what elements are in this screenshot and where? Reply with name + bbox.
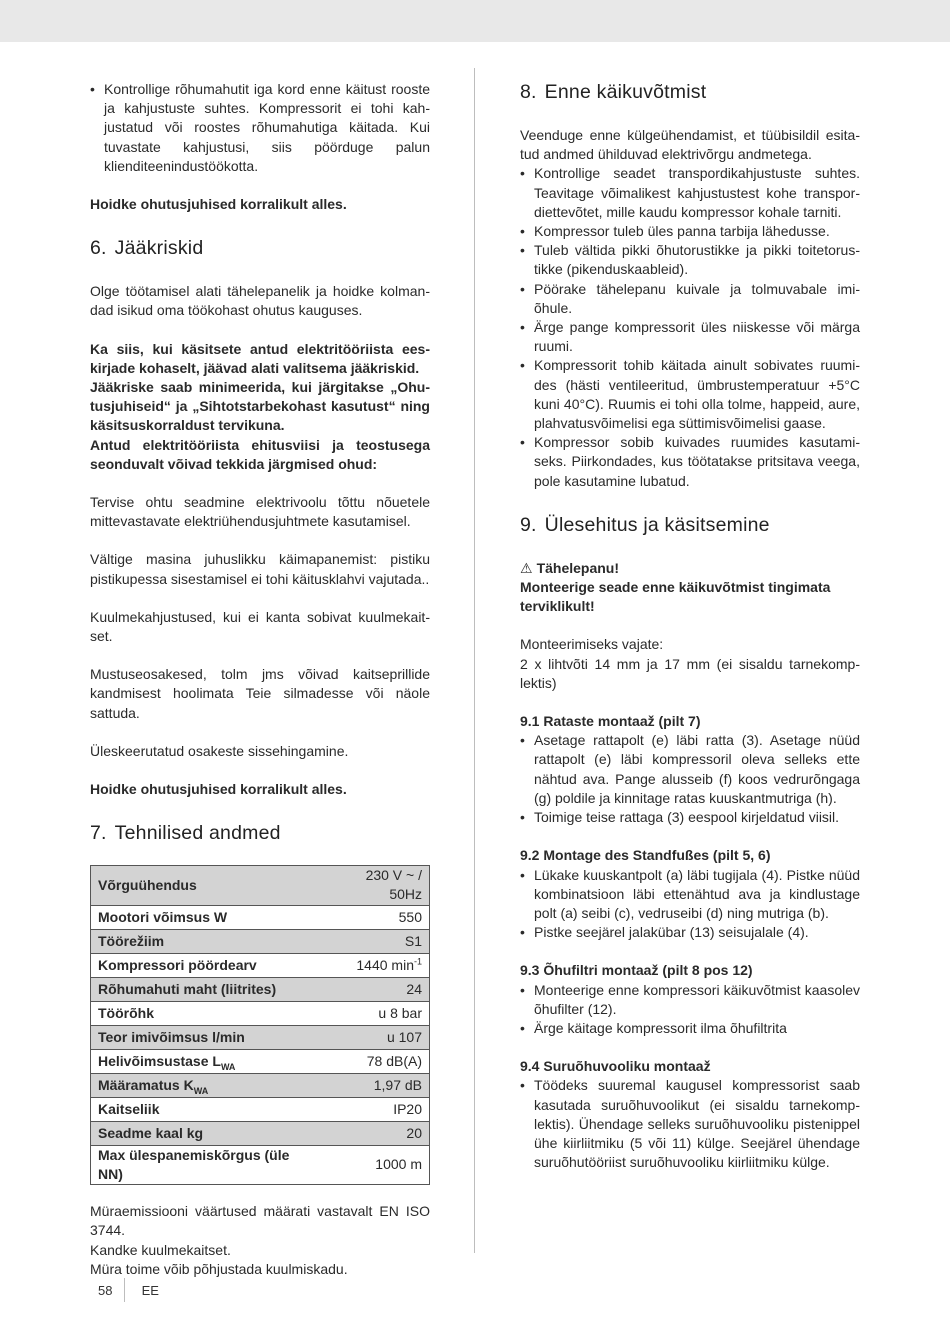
spec-value-text: 24: [406, 980, 422, 997]
table-row: [91, 977, 430, 1001]
spec-label-subscript: WA: [220, 1061, 236, 1072]
spec-value: [323, 977, 429, 1001]
spec-label: [91, 929, 324, 953]
spec-label-text: Töörežiim: [98, 932, 165, 949]
warning-title: Tähelepanu!: [536, 559, 620, 576]
section-title: Tehnilised andmed: [114, 822, 281, 845]
s94-bullet-list: [520, 1076, 860, 1172]
table-row: [91, 1145, 430, 1184]
spec-value: [323, 1001, 429, 1025]
paragraph: Monteerimiseks vajate:: [520, 636, 664, 653]
page-footer: [98, 1281, 159, 1300]
page-number: 58: [98, 1283, 113, 1298]
spec-label: [91, 1145, 324, 1184]
spec-label-text: Helivõimsustase L: [98, 1052, 221, 1069]
spec-label: [91, 977, 324, 1001]
section-number: 7.: [90, 822, 107, 845]
paragraph: Mustuseosakesed, tolm jms võivad kaitseprillide kandmisest hoolimata Teie silmadesse või näole sattuda.: [90, 666, 430, 721]
section-title: Ülesehitus ja käsitsemine: [544, 513, 770, 536]
table-row: [91, 866, 430, 905]
spec-value-superscript: -1: [413, 955, 422, 966]
spec-value-text: u 8 bar: [378, 1004, 422, 1021]
table-row: [91, 1073, 430, 1097]
spec-value: [323, 1073, 429, 1097]
keep-safety-note: Hoidke ohutusjuhised korralikult alles.: [90, 781, 347, 798]
spec-label: [91, 1121, 324, 1145]
section-heading-9: [520, 513, 860, 537]
technical-data-table: [90, 865, 430, 1185]
table-row: [91, 1097, 430, 1121]
section-title: Jääkriskid: [114, 237, 204, 260]
spec-label-text: Seadme kaal kg: [98, 1124, 204, 1141]
paragraph: Veenduge enne külgeühendamist, et tüübisildil esitatud andmed ühilduvad elektrivõrgu andmetega.: [520, 127, 860, 163]
list-item: • Kompressorit tohib käitada ainult sobivates ruumides (hästi ventileeritud, ümbrustemperatuur +5°C kuni 40°C). Ruumis ei tohi olla tolme, happeid, aure, plahvatusvõimelisi ega süttimisvõimelisi gaase.: [520, 356, 860, 433]
table-row: [91, 929, 430, 953]
bold-paragraph: Ka siis, kui käsitsete antud elektritööriista eeskirjade kohaselt, jäävad alati valitsema jääkriskid.: [90, 340, 430, 376]
list-item: • Ärge käitage kompressorit ilma õhufiltrita: [520, 1019, 860, 1038]
section-number: 9.: [520, 513, 537, 536]
language-code: EE: [141, 1283, 159, 1298]
paragraph: Üleskeerutatud osakeste sissehingamine.: [90, 742, 349, 759]
spec-value-text: 20: [406, 1124, 422, 1141]
table-row: [91, 1025, 430, 1049]
noise-note: Müra toime võib põhjustada kuulmiskadu.: [90, 1260, 348, 1277]
s93-bullet-list: [520, 981, 860, 1039]
warning-heading: [520, 559, 860, 578]
spec-label-subscript: WA: [193, 1085, 209, 1096]
section-heading-6: [90, 236, 430, 260]
paragraph: Vältige masina juhuslikku käimapanemist: pistiku pistikupessa sisestamisel ei tohi käitusklahvi vajutada..: [90, 551, 430, 587]
section-number: 8.: [520, 81, 537, 103]
section-heading-8: [520, 80, 860, 104]
list-item: • Tuleb vältida pikki õhutorustikke ja pikki toitetorustikke (pikenduskaableid).: [520, 241, 860, 279]
column-divider: [474, 68, 475, 1253]
spec-value-text: 1,97 dB: [373, 1076, 422, 1093]
section-title: Enne käikuvõtmist: [544, 81, 707, 103]
spec-value-text: 550: [398, 908, 422, 925]
bold-paragraph: Antud elektritööriista ehitusviisi ja teostusega seonduvalt võivad tekkida järgmised ohud:: [90, 436, 430, 472]
table-row: [91, 1001, 430, 1025]
spec-value: [323, 866, 429, 905]
list-item: • Töödeks suuremal kaugusel kompressorist saab kasutada suruõhuvoolikut (ei sisaldu tarnekomplektis). Ühendage selleks suruõhuvooliku pistenippel ühe kiirliitmiku (5 või 11) külge. Seejärel ühendage suruõhutööriist suruõhuvooliku kiirliitmiku külge.: [520, 1076, 860, 1172]
left-column: [90, 80, 430, 1279]
bold-paragraph: Jääkriske saab minimeerida, kui järgitakse „Ohutusjuhiseid“ ja „Sihtotstarbekohast kasutust“ ning käsitsuskorraldust tervikuna.: [90, 379, 430, 434]
spec-label-text: Teor imivõimsus l/min: [98, 1028, 245, 1045]
spec-label-text: Määramatus K: [98, 1076, 194, 1093]
spec-value-text: 78 dB(A): [366, 1052, 422, 1069]
s8-bullet-list: [520, 164, 860, 490]
spec-label: [91, 1001, 324, 1025]
table-row: [91, 1049, 430, 1073]
warning-text: Monteerige seade enne käikuvõtmist tingimata terviklikult!: [520, 579, 831, 615]
paragraph: Olge töötamisel alati tähelepanelik ja hoidke kolmandad isikud oma töökohast ohutus kauguses.: [90, 283, 430, 319]
spec-value-text: 230 V ~ / 50Hz: [365, 867, 422, 903]
spec-label-text: Võrguühendus: [98, 876, 197, 893]
table-row: [91, 905, 430, 929]
spec-value: [323, 1145, 429, 1184]
spec-label: [91, 905, 324, 929]
spec-value-text: u 107: [386, 1028, 422, 1045]
intro-bullet-list: [90, 80, 430, 176]
spec-label-text: Max ülespanemiskõrgus (üle NN): [98, 1146, 290, 1182]
spec-value: [323, 1025, 429, 1049]
section-heading-7: [90, 821, 430, 845]
spec-label-text: Rõhumahuti maht (liitrites): [98, 980, 277, 997]
section-number: 6.: [90, 237, 107, 260]
spec-value-text: 1000 m: [375, 1156, 422, 1173]
spec-label-text: Töörõhk: [98, 1004, 154, 1021]
keep-safety-note: Hoidke ohutusjuhised korralikult alles.: [90, 196, 347, 213]
right-column: [520, 80, 860, 1172]
spec-label: [91, 866, 324, 905]
top-bar: [0, 0, 950, 42]
table-row: [91, 1121, 430, 1145]
list-item: • Toimige teise rattaga (3) eespool kirjeldatud viisil.: [520, 808, 860, 827]
spec-label: [91, 953, 324, 977]
list-item: • Pöörake tähelepanu kuivale ja tolmuvabale imiõhule.: [520, 280, 860, 318]
spec-value: [323, 1049, 429, 1073]
spec-label: [91, 1049, 324, 1073]
s92-bullet-list: [520, 866, 860, 943]
paragraph: 2 x lihtvõti 14 mm ja 17 mm (ei sisaldu tarnekomplektis): [520, 655, 860, 691]
paragraph: Tervise ohtu seadmine elektrivoolu tõttu nõuetele mittevastavate elektriühendusjuhtmete kasutamisel.: [90, 494, 430, 530]
spec-value: [323, 1097, 429, 1121]
spec-label-text: Kompressori pöördearv: [98, 956, 257, 973]
warning-icon: ⚠: [520, 559, 533, 576]
noise-note: Kandke kuulmekaitset.: [90, 1241, 231, 1258]
spec-label-text: Mootori võimsus W: [98, 908, 228, 925]
spec-value: [323, 1121, 429, 1145]
table-row: [91, 953, 430, 977]
spec-label: [91, 1097, 324, 1121]
list-item: • Lükake kuuskantpolt (a) läbi tugijala (4). Pistke nüüd kombinatsioon läbi ettenähtud ava ja kindlustage polt (a) seibi (c), vedruseibi (d) ning mutriga (b).: [520, 866, 860, 924]
spec-value-text: S1: [404, 932, 422, 949]
noise-note: Müraemissiooni väärtused määrati vastavalt EN ISO 3744.: [90, 1203, 430, 1239]
list-item: • Ärge pange kompressorit üles niiskesse või märga ruumi.: [520, 318, 860, 356]
subsection-heading-9-2: 9.2 Montage des Standfußes (pilt 5, 6): [520, 847, 771, 864]
spec-label: [91, 1025, 324, 1049]
list-item: • Kompressor sobib kuivades ruumides kasutamiseks. Piirkondades, kus töötatakse pritsitava veega, pole kasutamine lubatud.: [520, 433, 860, 491]
subsection-heading-9-4: 9.4 Suruõhuvooliku montaaž: [520, 1058, 711, 1075]
spec-value-text: 1440 min: [356, 956, 414, 973]
spec-label-text: Kaitseliik: [98, 1100, 160, 1117]
s91-bullet-list: [520, 731, 860, 827]
list-item: • Kontrollige rõhumahutit iga kord enne käitust rooste ja kahjustuste suhtes. Kompressorit ei tohi kahjustatud või roostes rõhumahutiga käitada. Kui tuvastate kahjustusi, siis pöörduge palun klienditeenindustöökotta.: [90, 80, 430, 176]
spec-value: [323, 953, 429, 977]
subsection-heading-9-1: 9.1 Rataste montaaž (pilt 7): [520, 713, 701, 730]
spec-value-text: IP20: [393, 1100, 422, 1117]
list-item: • Kompressor tuleb üles panna tarbija lähedusse.: [520, 222, 860, 241]
footer-divider: [124, 1278, 125, 1302]
list-item: • Asetage rattapolt (e) läbi ratta (3). Asetage nüüd rattapolt (e) läbi kompressoril oleva selleks ette nähtud ava. Pange alusseib (f) koos vedrurõngaga (g) poldile ja kinnitage ratas kuuskantmutriga (h).: [520, 731, 860, 808]
paragraph: Kuulmekahjustused, kui ei kanta sobivat kuulmekaitset.: [90, 608, 430, 645]
list-item: • Pistke seejärel jalakübar (13) seisujalale (4).: [520, 923, 860, 942]
spec-label: [91, 1073, 324, 1097]
subsection-heading-9-3: 9.3 Õhufiltri montaaž (pilt 8 pos 12): [520, 962, 753, 979]
spec-value: [323, 929, 429, 953]
spec-value: [323, 905, 429, 929]
list-item: • Kontrollige seadet transpordikahjustuste suhtes. Teavitage võimalikest kahjustustest kohe transpordiettevõtet, mille kaudu kompressor kohale tarniti.: [520, 164, 860, 222]
list-item: • Monteerige enne kompressori käikuvõtmist kaasolev õhufilter (12).: [520, 981, 860, 1019]
